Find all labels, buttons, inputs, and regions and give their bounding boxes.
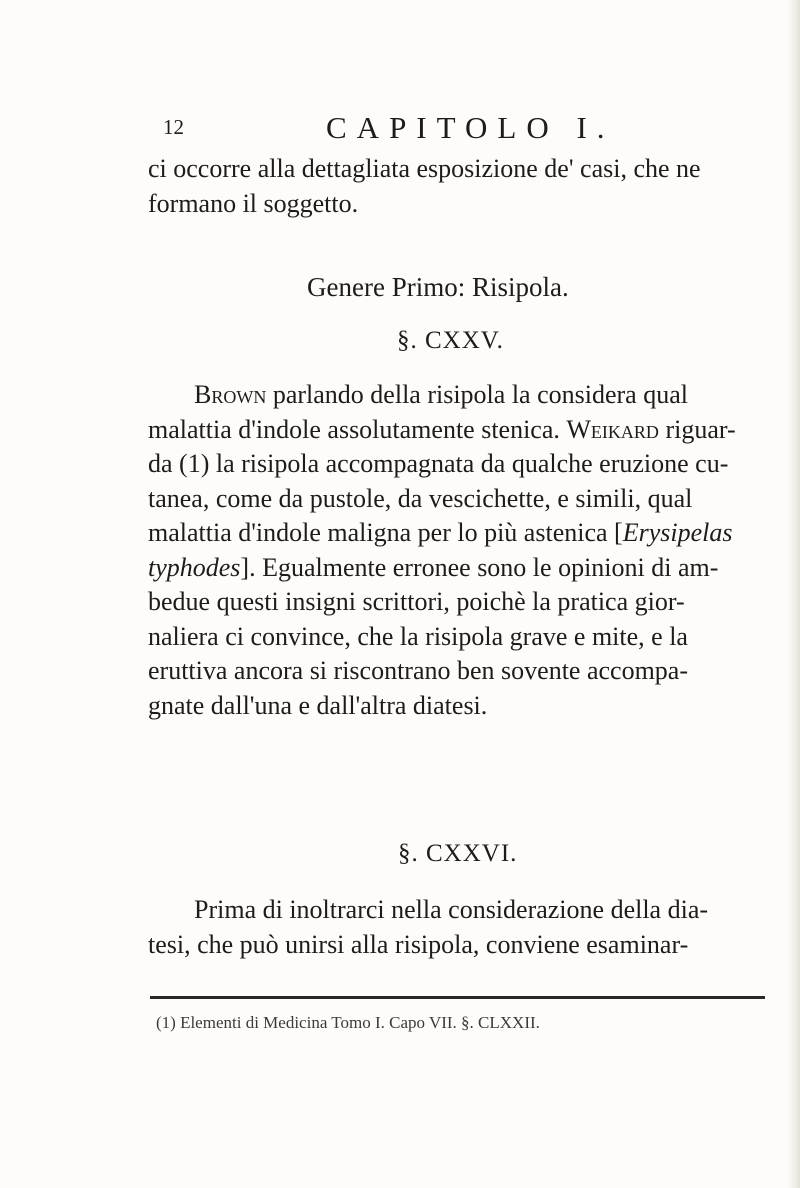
text-line: gnate dall'una e dall'altra diatesi. — [148, 690, 488, 720]
author-name-weikard: Weikard — [566, 414, 659, 444]
section-cxxvi-paragraph — [148, 893, 762, 962]
chapter-title: CAPITOLO I. — [326, 110, 615, 145]
genus-heading: Genere Primo: Risipola. — [307, 272, 569, 302]
text-fragment: malattia d'indole maligna per lo più astenica [ — [148, 518, 623, 547]
running-head — [150, 110, 750, 146]
latin-term: Erysipelas — [622, 518, 733, 547]
page-edge-shadow — [786, 0, 800, 1188]
author-name-brown: Brown — [194, 380, 267, 409]
latin-term: typhodes — [148, 552, 241, 582]
text-fragment: riguar- — [658, 414, 736, 444]
text-line: eruttiva ancora si riscontrano ben sovente accompa- — [148, 656, 688, 685]
footnote-divider — [150, 996, 765, 999]
text-line: tesi, che può unirsi alla risipola, conviene esaminar- — [148, 929, 689, 959]
text-line: formano il soggetto. — [148, 188, 359, 218]
section-heading-cxxvi: §. CXXVI. — [398, 840, 518, 867]
text-line: ci occorre alla dettagliata esposizione de' casi, che ne — [148, 154, 701, 183]
section-cxxv-paragraph — [148, 378, 762, 723]
text-line — [148, 516, 762, 551]
section-heading-cxxv: §. CXXV. — [397, 327, 504, 354]
text-line: tanea, come da pustole, da vescichette, e simili, qual — [148, 483, 693, 513]
text-line — [148, 378, 762, 413]
text-line: naliera ci convince, che la risipola grave e mite, e la — [148, 621, 688, 651]
text-line — [148, 551, 762, 586]
text-line — [148, 413, 762, 448]
text-fragment: parlando della risipola la considera qual — [266, 380, 688, 409]
footnote: (1) Elementi di Medicina Tomo I. Capo VII. §. CLXXII. — [156, 1013, 540, 1032]
text-line: da (1) la risipola accompagnata da qualche eruzione cu- — [148, 449, 729, 478]
page-number: 12 — [163, 115, 184, 139]
text-fragment: ]. Egualmente erronee sono le opinioni di am- — [240, 552, 719, 582]
text-line: bedue questi insigni scrittori, poichè la pratica gior- — [148, 587, 685, 616]
text-fragment: malattia d'indole assolutamente stenica. — [148, 414, 567, 444]
text-line: Prima di inoltrarci nella considerazione della dia- — [194, 895, 709, 924]
intro-paragraph — [148, 152, 762, 221]
